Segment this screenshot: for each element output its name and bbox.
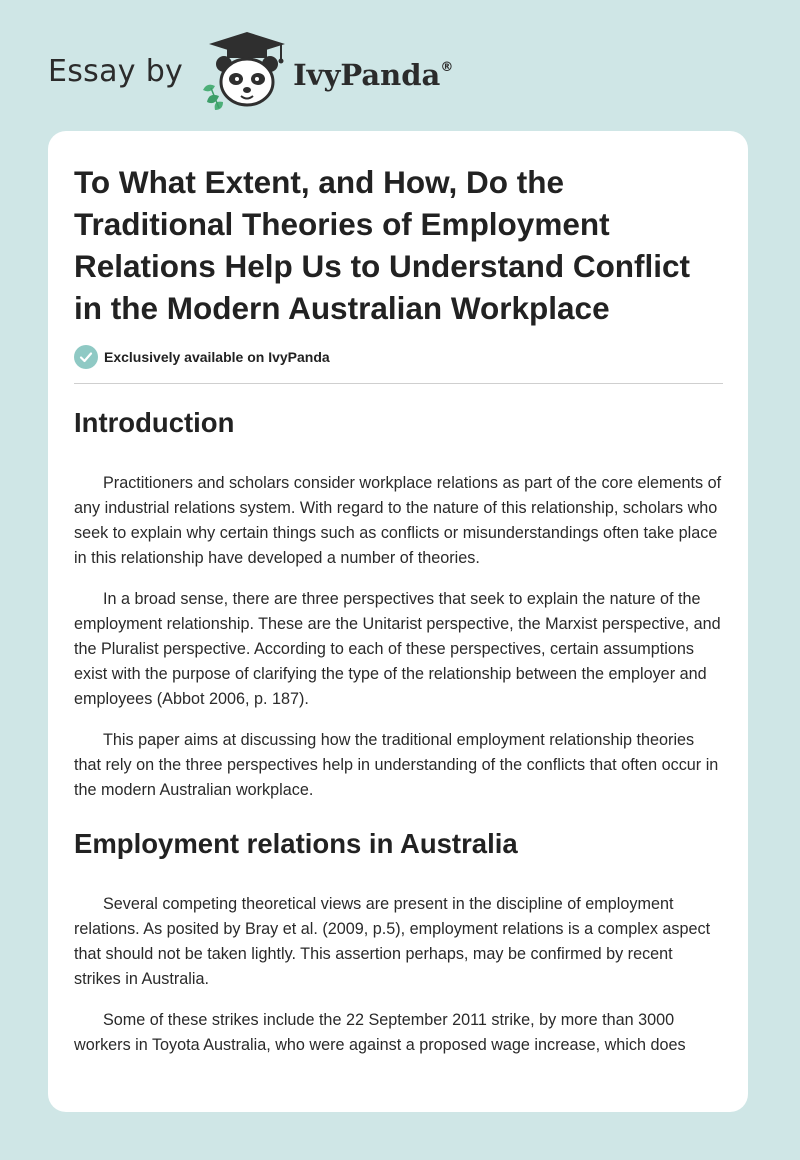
paragraph: Some of these strikes include the 22 September 2011 strike, by more than 3000 workers in Toyota Australia, who were against a proposed wage increase, which does [74, 1011, 686, 1054]
exclusive-label: Exclusively available on IvyPanda [104, 349, 330, 365]
brand-name[interactable]: IvyPanda® [293, 58, 454, 92]
title-divider [74, 383, 723, 384]
paragraph: In a broad sense, there are three perspectives that seek to explain the nature of the employment relationship. These are the Unitarist perspective, the Marxist perspective, and the Pluralist perspective. According to each of these perspectives, certain assumptions exist with the purpose of clarifying the type of the relationship between the employer and employees (Abbot 2006, p. 187). [74, 590, 721, 708]
checkmark-icon [74, 345, 98, 369]
paragraph: Several competing theoretical views are present in the discipline of employment relations. As posited by Bray et al. (2009, p.5), employment relations is a complex aspect that should not be taken lightly. This assertion perhaps, may be confirmed by recent strikes in Australia. [74, 895, 711, 988]
essay-content [74, 161, 723, 1058]
essay-card [48, 131, 748, 1112]
section-heading-introduction: Introduction [74, 407, 235, 438]
paragraph: This paper aims at discussing how the traditional employment relationship theories that rely on the three perspectives help in understanding of the conflicts that often occur in the modern Australian workplace. [74, 731, 719, 799]
essay-title: To What Extent, and How, Do the Traditional Theories of Employment Relations Help Us to Understand Conflict in the Modern Australian Workplace [74, 164, 691, 326]
section-heading-employment-relations: Employment relations in Australia [74, 828, 518, 859]
exclusive-badge [74, 345, 723, 369]
trademark-symbol: ® [440, 60, 454, 75]
paragraph: Practitioners and scholars consider workplace relations as part of the core elements of any industrial relations system. With regard to the nature of this relationship, scholars who seek to explain why certain things such as conflicts or misunderstandings often take place in this relationship have developed a number of theories. [74, 474, 722, 567]
ivypanda-logo-icon[interactable] [197, 30, 289, 112]
site-header [48, 30, 453, 112]
essay-by-label: Essay by [48, 53, 184, 89]
